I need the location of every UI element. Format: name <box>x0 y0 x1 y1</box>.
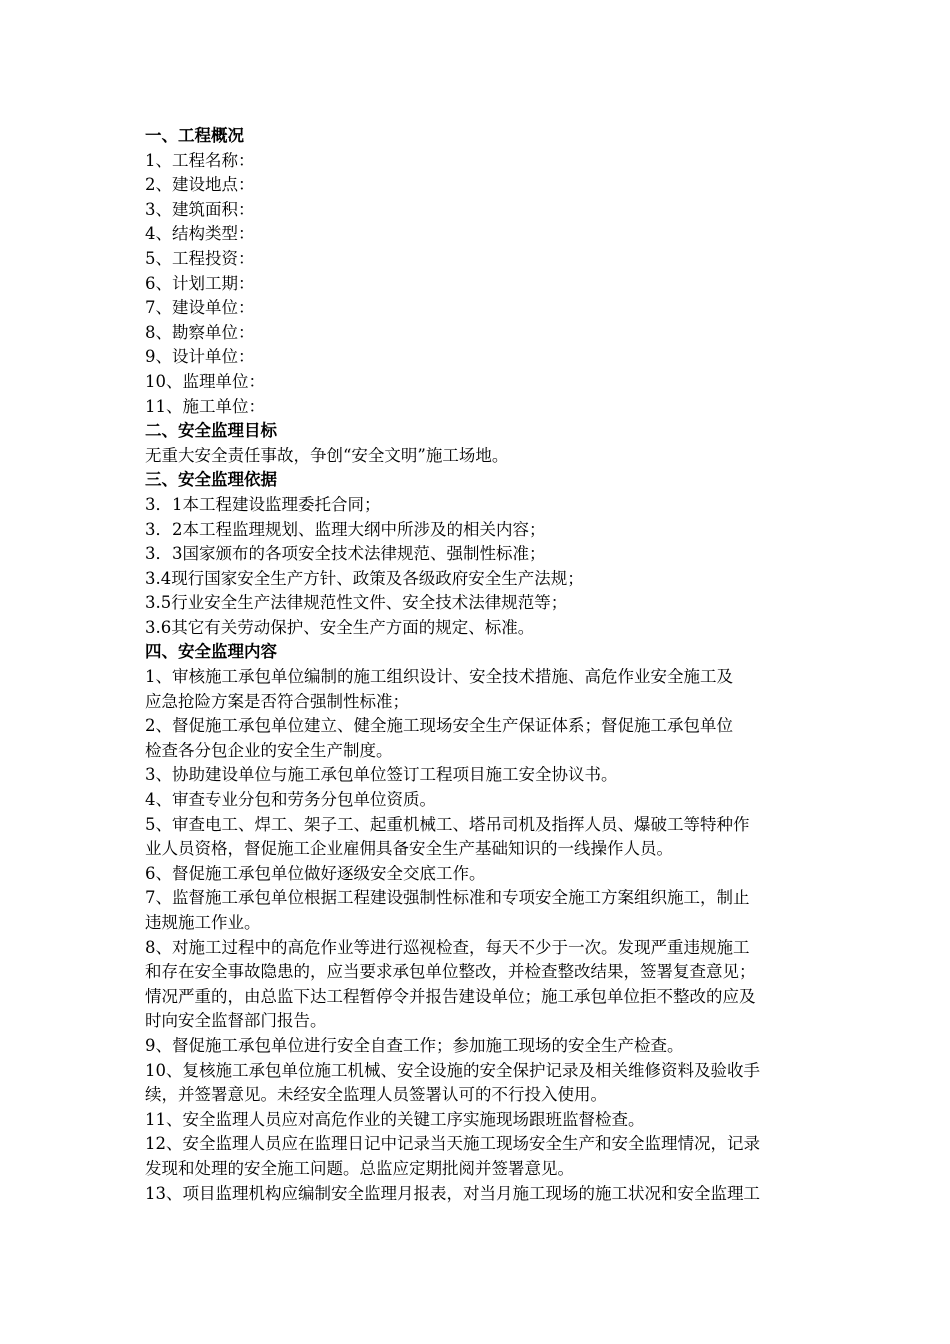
text-line: 发现和处理的安全施工问题。总监应定期批阅并签署意见。 <box>145 1158 574 1178</box>
text-line: 1、工程名称： <box>145 150 255 170</box>
text-line: 10、复核施工承包单位施工机械、安全设施的安全保护记录及相关维修资料及验收手 <box>145 1060 760 1080</box>
text-line: 5、审查电工、焊工、架子工、起重机械工、塔吊司机及指挥人员、爆破工等特种作 <box>145 814 750 834</box>
text-line: 6、督促施工承包单位做好逐级安全交底工作。 <box>145 863 486 883</box>
text-line: 续，并签署意见。未经安全监理人员签署认可的不行投入使用。 <box>145 1085 607 1105</box>
text-line: 3、建筑面积： <box>145 199 255 219</box>
text-line: 业人员资格，督促施工企业雇佣具备安全生产基础知识的一线操作人员。 <box>145 839 673 859</box>
text-line: 7、建设单位： <box>145 298 255 318</box>
text-line: 11、安全监理人员应对高危作业的关键工序实施现场跟班监督检查。 <box>145 1109 645 1129</box>
document-page <box>145 124 861 1206</box>
text-line: 10、监理单位： <box>145 371 265 391</box>
text-line: 11、施工单位： <box>145 396 265 416</box>
section-heading: 三、安全监理依据 <box>145 470 277 490</box>
text-line: 时向安全监督部门报告。 <box>145 1011 327 1031</box>
text-line: 7、监督施工承包单位根据工程建设强制性标准和专项安全施工方案组织施工，制止 <box>145 888 750 908</box>
text-line: 3.4现行国家安全生产方针、政策及各级政府安全生产法规； <box>145 568 584 588</box>
text-line: 和存在安全事故隐患的，应当要求承包单位整改，并检查整改结果，签署复查意见； <box>145 962 756 982</box>
text-line: 13、项目监理机构应编制安全监理月报表，对当月施工现场的施工状况和安全监理工 <box>145 1183 760 1203</box>
text-line: 5、工程投资： <box>145 248 255 268</box>
text-line: 3.6其它有关劳动保护、安全生产方面的规定、标准。 <box>145 617 535 637</box>
text-line: 应急抢险方案是否符合强制性标准； <box>145 691 409 711</box>
text-line: 9、督促施工承包单位进行安全自查工作；参加施工现场的安全生产检查。 <box>145 1035 684 1055</box>
text-line: 检查各分包企业的安全生产制度。 <box>145 740 393 760</box>
text-line: 3.5行业安全生产法律规范性文件、安全技术法律规范等； <box>145 593 568 613</box>
text-line: 违规施工作业。 <box>145 913 261 932</box>
text-line: 8、勘察单位： <box>145 322 255 342</box>
text-line: 情况严重的，由总监下达工程暂停令并报告建设单位；施工承包单位拒不整改的应及 <box>145 986 756 1006</box>
text-line: 1、审核施工承包单位编制的施工组织设计、安全技术措施、高危作业安全施工及 <box>145 667 733 687</box>
text-line: 8、对施工过程中的高危作业等进行巡视检查，每天不少于一次。发现严重违规施工 <box>145 937 750 957</box>
text-line: 3、协助建设单位与施工承包单位签订工程项目施工安全协议书。 <box>145 765 618 785</box>
text-line: 9、设计单位： <box>145 347 255 367</box>
text-line: 2、督促施工承包单位建立、健全施工现场安全生产保证体系；督促施工承包单位 <box>145 716 733 736</box>
text-line: 12、安全监理人员应在监理日记中记录当天施工现场安全生产和安全监理情况，记录 <box>145 1134 760 1154</box>
text-line: 2、建设地点： <box>145 175 255 195</box>
text-line: 3．1本工程建设监理委托合同； <box>145 494 381 514</box>
text-line: 4、审查专业分包和劳务分包单位资质。 <box>145 790 436 810</box>
section-heading: 二、安全监理目标 <box>145 421 277 441</box>
text-line: 无重大安全责任事故，争创“安全文明”施工场地。 <box>145 445 509 465</box>
text-line: 3．2本工程监理规划、监理大纲中所涉及的相关内容； <box>145 519 546 539</box>
section-heading: 一、工程概况 <box>145 126 244 145</box>
text-line: 4、结构类型： <box>145 224 255 244</box>
section-heading: 四、安全监理内容 <box>145 642 277 662</box>
text-line: 6、计划工期： <box>145 273 255 293</box>
text-line: 3．3国家颁布的各项安全技术法律规范、强制性标准； <box>145 544 546 564</box>
